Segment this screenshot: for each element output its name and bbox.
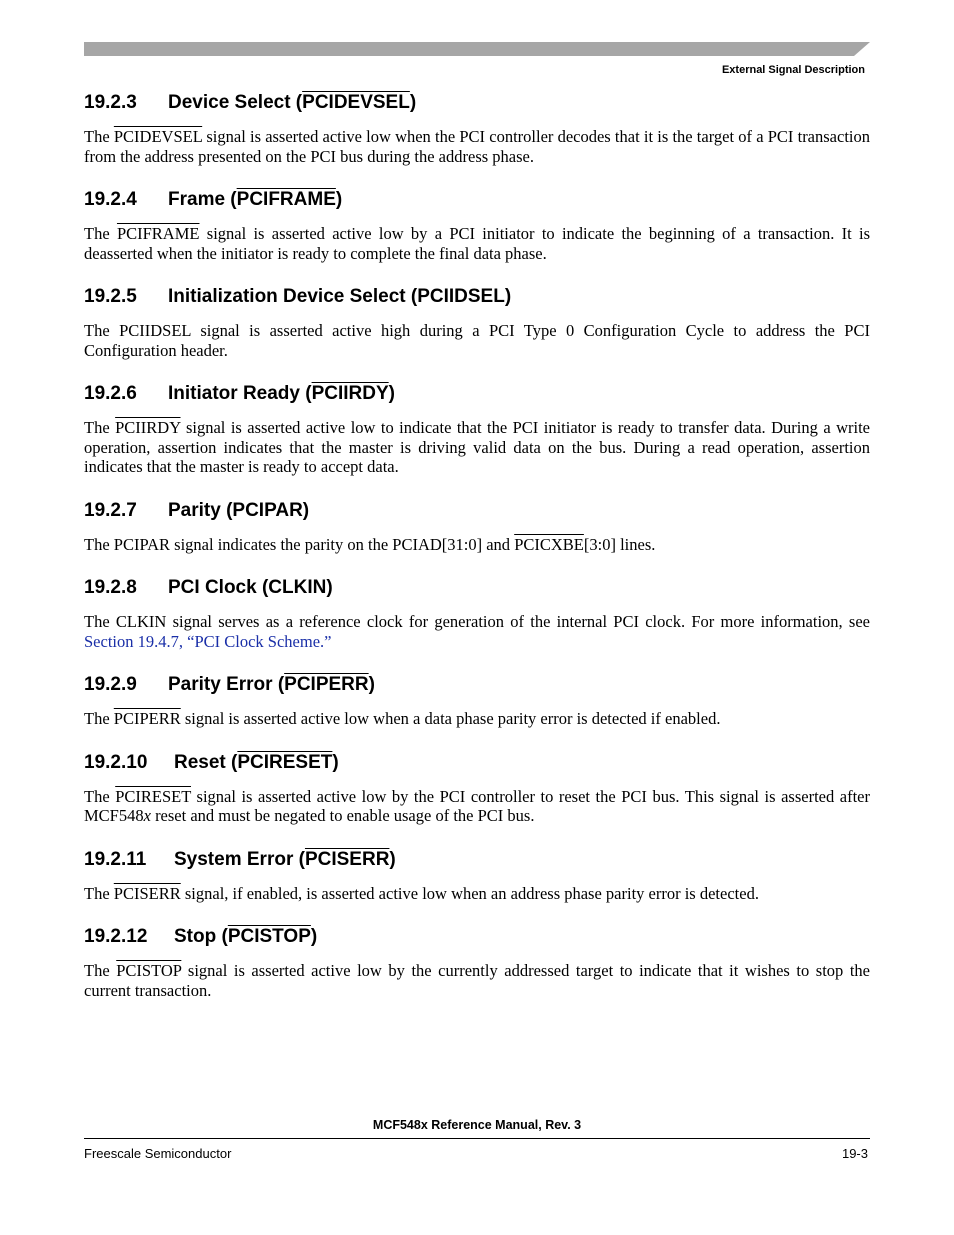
- heading-text: System Error (: [174, 848, 305, 870]
- section-paragraph: The PCIPAR signal indicates the parity on the PCIAD[31:0] and PCICXBE[3:0] lines.: [84, 534, 656, 554]
- heading-signal: PCIIRDY: [311, 383, 389, 404]
- heading-signal: PCISERR: [304, 848, 390, 870]
- section-paragraph: The PCIIRDY signal is asserted active low to indicate that the PCI initiator is ready to transfer data. During a write operation, assertion indicates that the master is driving valid data on the bus. During a read operation, assertion indicates that the master is ready to accept data.: [84, 418, 870, 476]
- section-19-2-4: [84, 189, 870, 263]
- section-number: 19.2.7: [84, 499, 137, 521]
- section-19-2-5: [84, 286, 870, 360]
- section-number: 19.2.6: [84, 383, 137, 404]
- signal-name: PCISTOP: [116, 961, 182, 980]
- italic-suffix: x: [143, 806, 151, 825]
- section-19-2-12: [84, 926, 870, 1000]
- footer-manual-title: MCF548x Reference Manual, Rev. 3: [372, 1118, 582, 1132]
- header-banner-shape: [84, 42, 870, 56]
- section-heading: [84, 286, 870, 308]
- section-heading: [84, 577, 870, 599]
- heading-signal: PCIDEVSEL: [302, 92, 410, 113]
- section-19-2-6: [84, 383, 870, 477]
- section-paragraph: The PCIRESET signal is asserted active low by the PCI controller to reset the PCI bus. This signal is asserted after MCF548x reset and must be negated to enable usage of the PCI bus.: [84, 786, 870, 825]
- section-heading: [84, 674, 870, 696]
- footer-page-number: 19-3: [841, 1146, 868, 1161]
- section-number: 19.2.9: [84, 674, 137, 695]
- heading-text: Stop (: [174, 926, 228, 947]
- section-number: 19.2.8: [84, 577, 137, 598]
- section-heading: [84, 92, 870, 114]
- signal-name: PCISERR: [113, 883, 181, 903]
- section-paragraph: The PCISERR signal, if enabled, is asserted active low when an address phase parity error is detected.: [84, 883, 759, 903]
- section-19-2-11: [84, 849, 870, 904]
- section-paragraph: The CLKIN signal serves as a reference clock for generation of the internal PCI clock. For more information, see Section 19.4.7, “PCI Clock Scheme.”: [84, 612, 870, 651]
- heading-text-end: ): [409, 92, 417, 113]
- heading-text-end: ): [335, 189, 343, 210]
- heading-signal: PCISTOP: [227, 926, 311, 947]
- footer-company: Freescale Semiconductor: [84, 1146, 232, 1161]
- heading-signal: PCIFRAME: [236, 189, 336, 210]
- section-heading: [84, 752, 870, 774]
- section-heading: [84, 926, 870, 948]
- section-number: 19.2.12: [84, 926, 148, 947]
- section-19-2-10: [84, 752, 870, 826]
- heading-signal: PCIRESET: [237, 751, 333, 773]
- section-paragraph: The PCIIDSEL signal is asserted active high during a PCI Type 0 Configuration Cycle to address the PCI Configuration header.: [84, 321, 870, 360]
- heading-text: Frame (: [168, 189, 237, 210]
- section-heading: [84, 500, 870, 522]
- section-19-2-9: [84, 674, 870, 729]
- signal-name: PCIPERR: [113, 709, 181, 728]
- section-number: 19.2.4: [84, 189, 137, 210]
- signal-name: PCIIRDY: [115, 418, 181, 437]
- section-heading: [84, 383, 870, 405]
- heading-text: Device Select (: [168, 92, 303, 113]
- heading-text: Parity (PCIPAR): [168, 499, 310, 521]
- signal-name: PCIRESET: [115, 786, 191, 806]
- section-paragraph: The PCISTOP signal is asserted active low by the currently addressed target to indicate that it wishes to stop the current transaction.: [84, 961, 870, 1000]
- signal-name: PCIFRAME: [116, 224, 200, 243]
- heading-text: Initiator Ready (: [168, 383, 312, 404]
- heading-text-end: ): [332, 751, 339, 773]
- section-paragraph: The PCIDEVSEL signal is asserted active low when the PCI controller decodes that it is the target of a PCI transaction from the address presented on the PCI bus during the address phase.: [84, 127, 870, 166]
- heading-signal: PCIPERR: [284, 674, 369, 695]
- page-content: [84, 92, 870, 1000]
- section-number: 19.2.11: [84, 848, 147, 870]
- section-number: 19.2.5: [84, 286, 137, 307]
- section-19-2-7: [84, 500, 870, 555]
- section-heading: [84, 189, 870, 211]
- footer-divider: [84, 1138, 870, 1139]
- section-number: 19.2.10: [84, 751, 148, 773]
- section-paragraph: The PCIFRAME signal is asserted active low by a PCI initiator to indicate the beginning of a transaction. It is deasserted when the initiator is ready to complete the final data phase.: [84, 224, 871, 263]
- heading-text-end: ): [389, 848, 396, 870]
- section-cross-reference-link[interactable]: Section 19.4.7, “PCI Clock Scheme.”: [84, 631, 332, 651]
- signal-name: PCICXBE: [514, 534, 584, 554]
- section-heading: [84, 849, 870, 871]
- section-19-2-8: [84, 577, 870, 651]
- section-number: 19.2.3: [84, 92, 137, 113]
- heading-text-end: ): [310, 926, 318, 947]
- heading-text: Initialization Device Select (PCIIDSEL): [168, 286, 512, 307]
- heading-text: Reset (: [174, 751, 238, 773]
- signal-name: PCIDEVSEL: [113, 127, 203, 146]
- header-banner: [84, 42, 870, 56]
- running-head: External Signal Description: [721, 64, 865, 76]
- heading-text-end: ): [388, 383, 395, 404]
- heading-text: Parity Error (: [168, 674, 285, 695]
- heading-text-end: ): [368, 674, 375, 695]
- section-paragraph: The PCIPERR signal is asserted active low when a data phase parity error is detected if enabled.: [84, 709, 721, 728]
- section-19-2-3: [84, 92, 870, 166]
- heading-text: PCI Clock (CLKIN): [168, 577, 333, 598]
